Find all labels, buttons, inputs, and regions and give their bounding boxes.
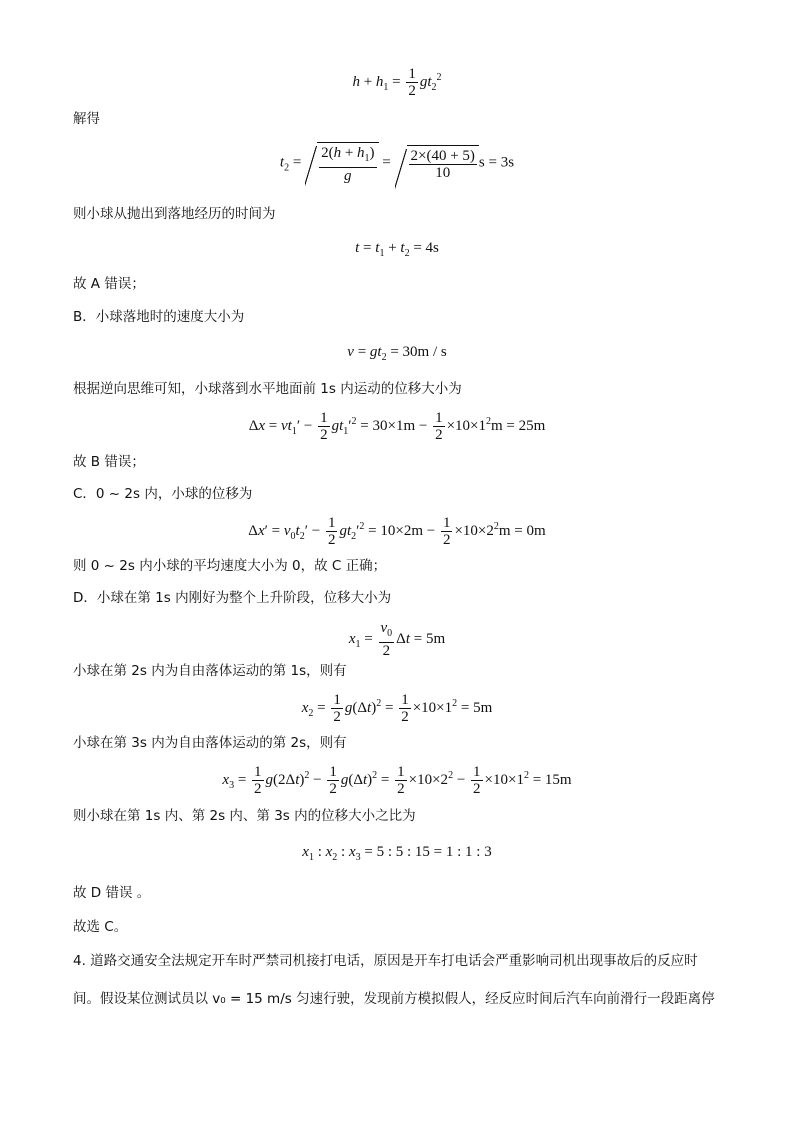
text-b-heading: B．小球落地时的速度大小为 — [73, 309, 245, 325]
text-d-heading: D．小球在第 1s 内刚好为整个上升阶段，位移大小为 — [73, 590, 392, 606]
text-d-second: 小球在第 2s 内为自由落体运动的第 1s，则有 — [73, 663, 347, 679]
text-ratio-intro: 则小球在第 1s 内、第 2s 内、第 3s 内的位移大小之比为 — [73, 808, 416, 824]
equation-9: $x_3$ = $\frac{1}{2}$ $g(2\Delta t)^2$ − $\frac{1}{2}$ $g(\Delta t)^2$ = $\frac{1}{2}$ $\times 10\times 2^2$ − $\frac{1}{2}$ $\times 10\times 1^2 = 15m$ — [222, 764, 572, 797]
equation-5: $\Delta x = vt_1'$ − $\frac{1}{2}$ $gt_1'^2 = 30\times 1m$ − $\frac{1}{2}$ $\times 10\times 1^2m = 25m$ — [248, 410, 546, 443]
equation-2: $t_2$ = $\frac{2(h + h_1)}{g}$ = $\frac{2\times(40 + 5)}{10}$ s = 3s — [0, 142, 794, 184]
text-choose: 故选 C。 — [73, 919, 128, 935]
question-4-line-1: 4. 道路交通安全法规定开车时严禁司机接打电话，原因是开车打电话会严重影响司机出现事故后的反应时 — [73, 953, 698, 969]
text-d-third: 小球在第 3s 内为自由落体运动的第 2s，则有 — [73, 735, 347, 751]
text-reverse: 根据逆向思维可知，小球落到水平地面前 1s 内运动的位移大小为 — [73, 381, 462, 397]
equation-1: $h + h_1$ = $\frac{1}{2}$ $gt_2^2$ — [352, 66, 442, 99]
text-c-right: 则 0 ~ 2s 内小球的平均速度大小为 0，故 C 正确； — [73, 558, 387, 574]
text-d-wrong: 故 D 错误 。 — [73, 885, 151, 901]
equation-7: $x_1$ = $\frac{v_0}{2}$ Δt = 5m — [348, 620, 446, 659]
text-c-heading: C．0 ~ 2s 内，小球的位移为 — [73, 486, 253, 502]
equation-6: $\Delta x' = v_0t_2'$ − $\frac{1}{2}$ $gt_2'^2 = 10\times 2m$ − $\frac{1}{2}$ $\times 10\times 2^2m = 0m$ — [248, 515, 546, 548]
equation-10: $x_1$ : $x_2$ : $x_3 = 5$ : 5 : 15 = 1 : 1 : 3 — [302, 844, 492, 863]
text-b-wrong: 故 B 错误； — [73, 454, 145, 470]
equation-8: $x_2$ = $\frac{1}{2}$ $g(\Delta t)^2$ = $\frac{1}{2}$ $\times 10\times 1^2 = 5m$ — [301, 692, 493, 725]
text-jiede: 解得 — [73, 111, 100, 127]
text-total-time: 则小球从抛出到落地经历的时间为 — [73, 206, 276, 222]
question-4-line-2: 间。假设某位测试员以 v₀ = 15 m/s 匀速行驶，发现前方模拟假人，经反应时间后汽车向前滑行一段距离停 — [73, 991, 715, 1007]
equation-3: $t = t_1 + t_2 = 4s$ — [355, 240, 439, 259]
text-a-wrong: 故 A 错误； — [73, 276, 145, 292]
equation-4: $v = gt_2 = 30m / s$ — [347, 344, 447, 363]
